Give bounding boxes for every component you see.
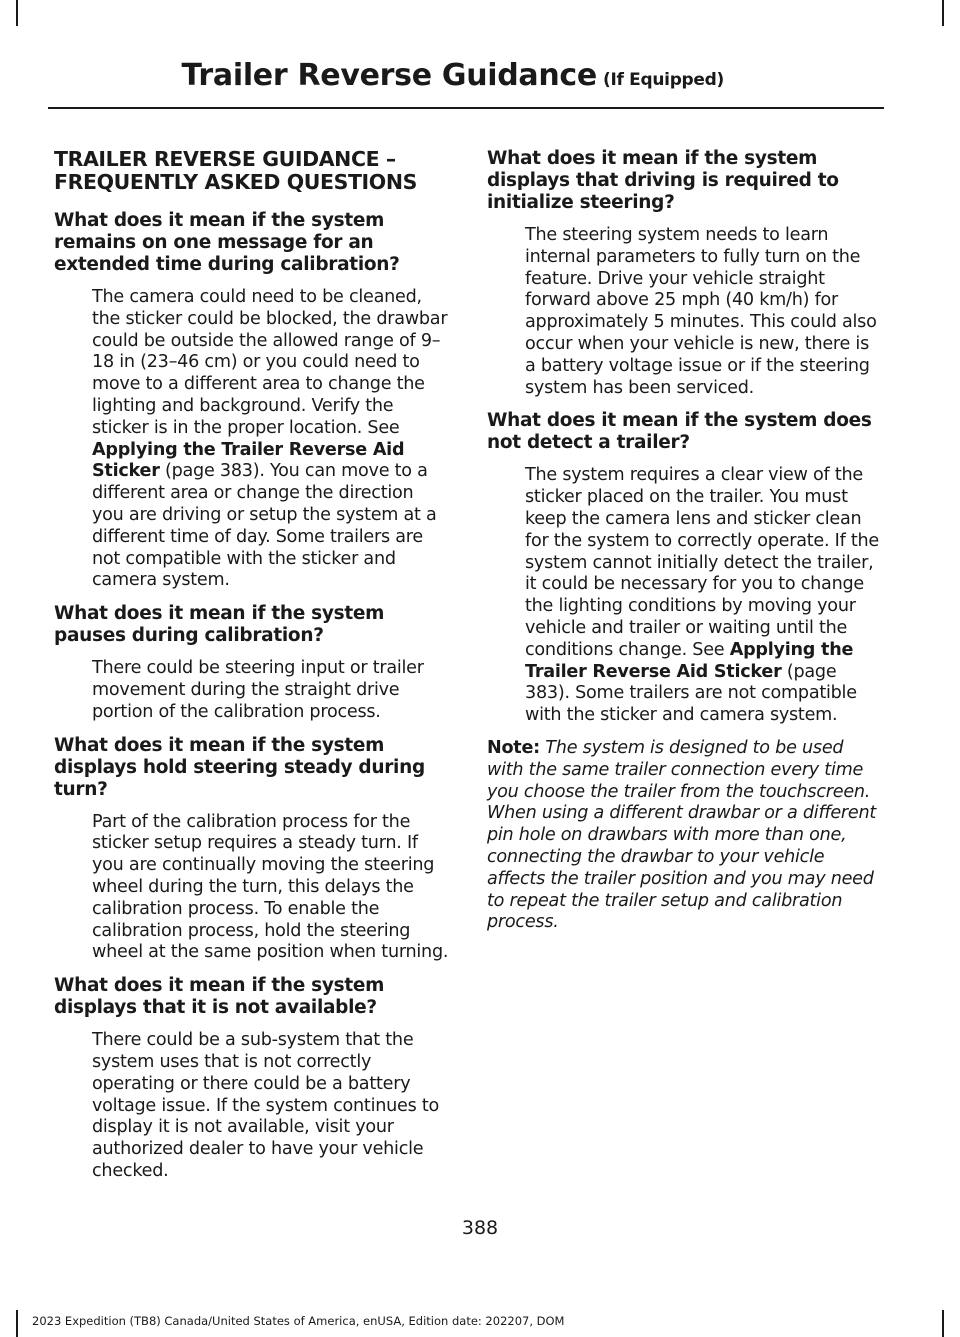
- page-number: 388: [461, 1217, 499, 1239]
- faq-answer-3: Part of the calibration process for the sticker setup requires a steady turn. If you are continually moving the steering wheel during the turn, this delays the calibration process. To enable the calibration process, hold the steering wheel at the same position when turning.: [92, 811, 449, 963]
- cross-reference-link[interactable]: Applying the Trailer Reverse Aid Sticker: [525, 639, 854, 682]
- footer-edition-info: 2023 Expedition (TB8) Canada/United States of America, enUSA, Edition date: 202207, DOM: [32, 1314, 565, 1328]
- faq-question-6: What does it mean if the system does not detect a trailer?: [487, 410, 872, 454]
- header-suffix: (If Equipped): [602, 70, 724, 90]
- faq-answer-6: The system requires a clear view of the sticker placed on the trailer. You must keep the camera lens and sticker clean for the system to correctly operate. If the system cannot initially detect the trailer, it could be necessary for you to change the lighting conditions by moving your vehicle and trailer or waiting until the conditions change. See Applying the Trailer Reverse Aid Sticker (page 383). Some trailers are not compatible with the sticker and camera system.: [525, 465, 879, 726]
- faq-answer-5: The steering system needs to learn internal parameters to fully turn on the feature. Drive your vehicle straight forward above 25 mph (40 km/h) for approximately 5 minutes. This could also occur when your vehicle is new, there is a battery voltage issue or if the steering system has been serviced.: [525, 225, 877, 398]
- page-header: [182, 58, 724, 93]
- faq-question-1: What does it mean if the system remains on one message for an extended time during calibration?: [54, 210, 400, 275]
- header-divider: [48, 107, 884, 109]
- faq-question-2: What does it mean if the system pauses during calibration?: [54, 603, 385, 647]
- faq-answer-2: There could be steering input or trailer movement during the straight drive portion of the calibration process.: [92, 658, 424, 722]
- crop-mark-top-right: [942, 0, 944, 26]
- right-column: [487, 148, 883, 934]
- header-title: Trailer Reverse Guidance: [181, 58, 597, 93]
- crop-mark-bottom-right: [942, 1310, 944, 1337]
- faq-question-4: What does it mean if the system displays that it is not available?: [54, 975, 385, 1019]
- cross-reference-link[interactable]: Applying the Trailer Reverse Aid Sticker: [92, 439, 405, 482]
- section-heading: TRAILER REVERSE GUIDANCE – FREQUENTLY ASKED QUESTIONS: [54, 147, 417, 194]
- faq-answer-4: There could be a sub-system that the system uses that is not correctly operating or there could be a battery voltage issue. If the system continues to display it is not available, visit your authorized dealer to have your vehicle checked.: [92, 1030, 440, 1181]
- note: [487, 738, 883, 934]
- note-text: The system is designed to be used with the same trailer connection every time you choose the trailer from the touchscreen. When using a different drawbar or a different pin hole on drawbars with more than one, connecting the drawbar to your vehicle affects the trailer position and you may need to repeat the trailer setup and calibration process.: [487, 737, 877, 933]
- crop-mark-bottom-left: [16, 1310, 18, 1337]
- note-label: Note:: [487, 737, 540, 758]
- faq-question-5: What does it mean if the system displays that driving is required to initialize steering?: [487, 148, 839, 213]
- left-column: [54, 148, 450, 1194]
- crop-mark-top-left: [16, 0, 18, 26]
- faq-question-3: What does it mean if the system displays hold steering steady during turn?: [54, 734, 425, 800]
- faq-answer-1: The camera could need to be cleaned, the sticker could be blocked, the drawbar could be outside the allowed range of 9–18 in (23–46 cm) or you could need to move to a different area to change the lighting and background. Verify the sticker is in the proper location. See Applying the Trailer Reverse Aid Sticker (page 383). You can move to a different area or change the direction you are driving or setup the system at a different time of day. Some trailers are not compatible with the sticker and camera system.: [92, 287, 448, 591]
